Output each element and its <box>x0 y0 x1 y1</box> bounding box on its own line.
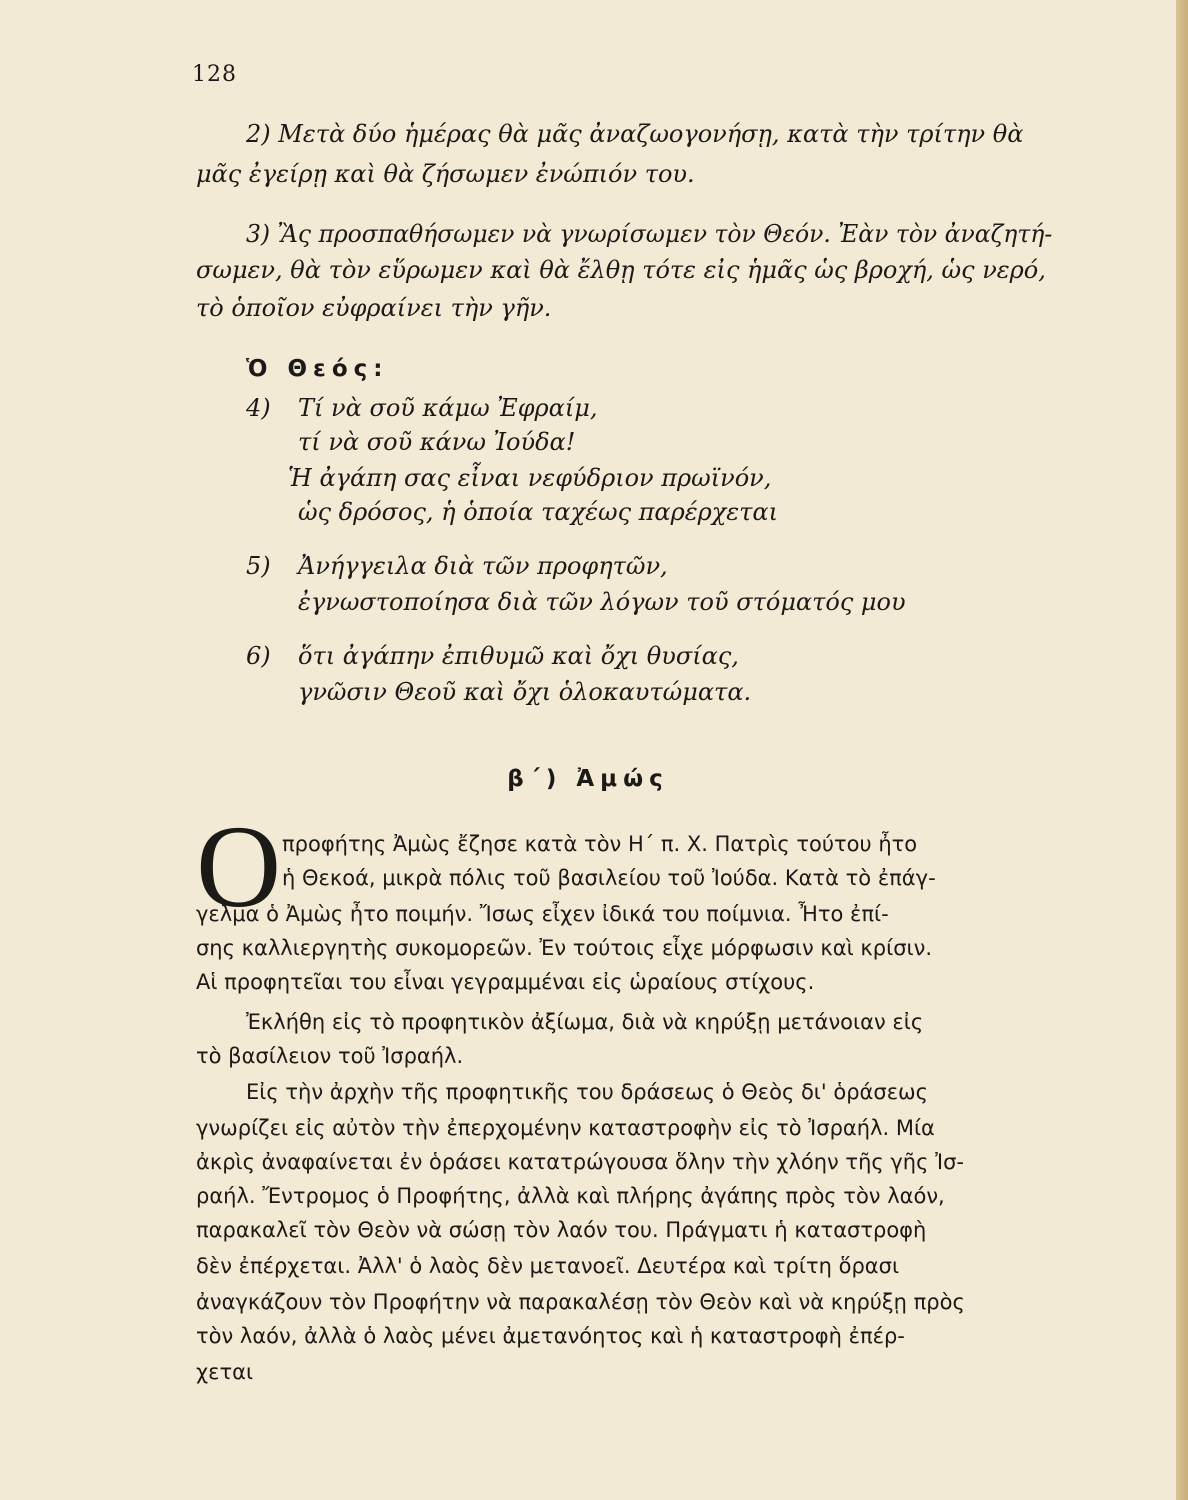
poem-4-line-4: ὡς δρόσος, ἡ ὁποία ταχέως παρέρχεται <box>298 498 779 526</box>
verse-2-line-2: μᾶς ἐγείρῃ καὶ θὰ ζήσωμεν ἐνώπιόν του. <box>196 160 695 188</box>
page-number: 128 <box>192 62 237 87</box>
verse-3-line-3: τὸ ὁποῖον εὐφραίνει τὴν γῆν. <box>196 294 552 322</box>
prose-line: τὸν λαόν, ἀλλὰ ὁ λαὸς μένει ἀμετανόητος καὶ ἡ καταστροφὴ ἐπέρ- <box>196 1324 905 1348</box>
prose-line: ἡ Θεκοά, μικρὰ πόλις τοῦ βασιλείου τοῦ Ἰούδα. Κατὰ τὸ ἐπάγ- <box>282 866 936 890</box>
poem-4-line-2: τί νὰ σοῦ κάνω Ἰούδα! <box>298 428 576 456</box>
section-title: β΄) Ἀμώς <box>507 766 669 792</box>
prose-line: χεται <box>196 1360 254 1384</box>
prose-line: ἀκρὶς ἀναφαίνεται ἐν ὁράσει κατατρώγουσα ὅλην τὴν χλόην τῆς γῆς Ἰσ- <box>196 1150 964 1174</box>
prose-line: σης καλλιεργητὴς συκομορεῶν. Ἐν τούτοις εἶχε μόρφωσιν καὶ κρίσιν. <box>196 936 933 960</box>
prose-line: Εἰς τὴν ἀρχὴν τῆς προφητικῆς του δράσεως ὁ Θεὸς δι' ὁράσεως <box>246 1080 928 1104</box>
poem-6-line-2: γνῶσιν Θεοῦ καὶ ὄχι ὁλοκαυτώματα. <box>298 678 752 706</box>
page-edge <box>1176 0 1188 1500</box>
drop-cap: Ο <box>196 801 282 932</box>
prose-line: Ἐκλήθη εἰς τὸ προφητικὸν ἀξίωμα, διὰ νὰ κηρύξῃ μετάνοιαν εἰς <box>246 1010 924 1034</box>
prose-line: δὲν ἐπέρχεται. Ἀλλ' ὁ λαὸς δὲν μετανοεῖ. Δευτέρα καὶ τρίτη ὅρασι <box>196 1254 900 1278</box>
verse-3-line-2: σωμεν, θὰ τὸν εὕρωμεν καὶ θὰ ἔλθῃ τότε εἰς ἡμᾶς ὡς βροχή, ὡς νερό, <box>196 256 1046 284</box>
poem-5-number: 5) <box>246 552 271 580</box>
prose-line: γελμα ὁ Ἀμὼς ἦτο ποιμήν. Ἴσως εἶχεν ἰδικά του ποίμνια. Ἦτο ἐπί- <box>196 902 889 926</box>
prose-line: ραήλ. Ἔντρομος ὁ Προφήτης, ἀλλὰ καὶ πλήρης ἀγάπης πρὸς τὸν λαόν, <box>196 1184 945 1208</box>
poem-5-line-1: Ἀνήγγειλα διὰ τῶν προφητῶν, <box>298 552 668 580</box>
prose-line: γνωρίζει εἰς αὐτὸν τὴν ἐπερχομένην καταστροφὴν εἰς τὸ Ἰσραήλ. Μία <box>196 1116 935 1140</box>
prose-line: παρακαλεῖ τὸν Θεὸν νὰ σώσῃ τὸν λαόν του. Πράγματι ἡ καταστροφὴ <box>196 1218 927 1242</box>
prose-line: ἀναγκάζουν τὸν Προφήτην νὰ παρακαλέσῃ τὸν Θεὸν καὶ νὰ κηρύξῃ πρὸς <box>196 1290 965 1314</box>
speaker-heading: Ὁ Θεός: <box>246 356 389 382</box>
poem-6-number: 6) <box>246 642 271 670</box>
poem-4-line-3: Ἡ ἀγάπη σας εἶναι νεφύδριον πρωϊνόν, <box>288 464 772 492</box>
prose-line: προφήτης Ἀμὼς ἔζησε κατὰ τὸν Η΄ π. Χ. Πατρὶς τούτου ἦτο <box>282 832 918 856</box>
verse-3-line-1: 3) Ἂς προσπαθήσωμεν νὰ γνωρίσωμεν τὸν Θεόν. Ἐὰν τὸν ἀναζητή- <box>246 220 1053 248</box>
poem-5-line-2: ἐγνωστοποίησα διὰ τῶν λόγων τοῦ στόματός μου <box>298 588 906 616</box>
prose-line: Αἱ προφητεῖαι του εἶναι γεγραμμέναι εἰς ὡραίους στίχους. <box>196 970 815 994</box>
poem-6-line-1: ὅτι ἀγάπην ἐπιθυμῶ καὶ ὄχι θυσίας, <box>298 642 739 670</box>
verse-2-line-1: 2) Μετὰ δύο ἡμέρας θὰ μᾶς ἀναζωογονήσῃ, κατὰ τὴν τρίτην θὰ <box>246 120 1024 148</box>
poem-4-number: 4) <box>246 394 271 422</box>
prose-line: τὸ βασίλειον τοῦ Ἰσραήλ. <box>196 1044 464 1068</box>
poem-4-line-1: Τί νὰ σοῦ κάμω Ἐφραίμ, <box>298 394 598 422</box>
